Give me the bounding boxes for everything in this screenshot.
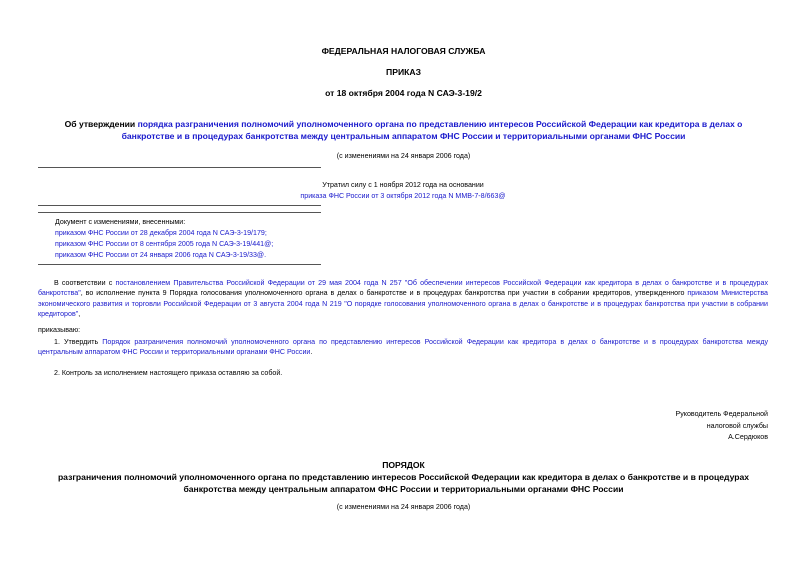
procedure-amendment-note: (с изменениями на 24 января 2006 года) bbox=[336, 503, 471, 511]
procedure-heading: ПОРЯДОК bbox=[382, 460, 425, 470]
changes-block bbox=[55, 217, 273, 261]
procedure-subtitle: разграничения полномочий уполномоченного органа по представлению интересов Российской Федерации как кредитора в делах о банкротстве и в процедурах банкротства между центральным аппаратом ФНС России и территориальными органами ФНС России bbox=[57, 472, 750, 494]
agency-name: ФЕДЕРАЛЬНАЯ НАЛОГОВАЯ СЛУЖБА bbox=[321, 46, 486, 56]
preamble-link-decree[interactable]: постановлением Правительства Российской Федерации от 29 мая 2004 года N 257 "Об обеспечении интересов Российской Федерации как кредитора в делах о банкротстве и в процедурах банкротства" bbox=[38, 279, 768, 298]
signature-position: Руководитель Федеральной bbox=[675, 410, 768, 418]
title-prefix: Об утверждении bbox=[64, 119, 138, 129]
preamble-link-order[interactable]: приказом Министерства экономического развития и торговли Российской Федерации от 3 августа 2004 года N 219 "О порядке голосования уполномоченного органа в делах о банкротстве и в процедурах банкротства при участии в собрании кредиторов" bbox=[38, 289, 768, 319]
order-item-2: 2. Контроль за исполнением настоящего приказа оставляю за собой. bbox=[54, 369, 283, 377]
preamble-text: , во исполнение пункта 9 Порядка голосования уполномоченного органа в делах о банкротстве и в процедурах банкротства при участии в собрании кредиторов, утвержденного bbox=[80, 289, 688, 298]
item-1-text: . bbox=[310, 348, 313, 357]
item-1-link[interactable]: Порядок разграничения полномочий уполномоченного органа по представлению интересов Российской Федерации как кредитора в делах о банкротстве и в процедурах банкротства между центральным аппаратом ФНС России и территориальными органами ФНС России bbox=[38, 338, 769, 357]
change-link-2[interactable]: приказом ФНС России от 8 сентября 2005 года N САЭ-3-19/441@; bbox=[55, 240, 274, 248]
signature-name: А.Сердюков bbox=[728, 433, 768, 441]
expired-text: Утратил силу с 1 ноября 2012 года на основании bbox=[322, 181, 484, 189]
signature-block bbox=[676, 409, 769, 444]
order-item-1 bbox=[38, 337, 768, 358]
expired-link[interactable]: приказа ФНС России от 3 октября 2012 года N ММВ-7-8/663@ bbox=[300, 191, 506, 200]
doc-title bbox=[40, 119, 767, 142]
change-link-1[interactable]: приказом ФНС России от 28 декабря 2004 года N САЭ-3-19/179; bbox=[55, 229, 267, 237]
change-link-3[interactable]: приказом ФНС России от 24 января 2006 года N САЭ-3-19/33@. bbox=[55, 251, 267, 259]
preamble-text: В соответствии с bbox=[54, 279, 116, 287]
changes-heading: Документ с изменениями, внесенными: bbox=[55, 218, 186, 226]
doc-date-number: от 18 октября 2004 года N САЭ-3-19/2 bbox=[325, 88, 482, 98]
order-word: приказываю: bbox=[38, 326, 81, 334]
title-link[interactable]: порядка разграничения полномочий уполномоченного органа по представлению интересов Российской Федерации как кредитора в делах о банкротстве и в процедурах банкротства между центральным аппаратом ФНС России и территориальными органами ФНС России bbox=[121, 119, 743, 141]
signature-agency: налоговой службы bbox=[706, 421, 768, 430]
preamble-paragraph bbox=[38, 278, 768, 320]
divider bbox=[38, 167, 321, 168]
doc-type: ПРИКАЗ bbox=[386, 67, 421, 77]
preamble-text: , bbox=[78, 310, 81, 319]
amendment-note: (с изменениями на 24 января 2006 года) bbox=[336, 152, 471, 160]
divider bbox=[38, 205, 321, 206]
item-1-text: 1. Утвердить bbox=[54, 338, 103, 346]
divider bbox=[38, 264, 321, 265]
divider bbox=[38, 212, 321, 213]
expired-block bbox=[283, 180, 523, 201]
